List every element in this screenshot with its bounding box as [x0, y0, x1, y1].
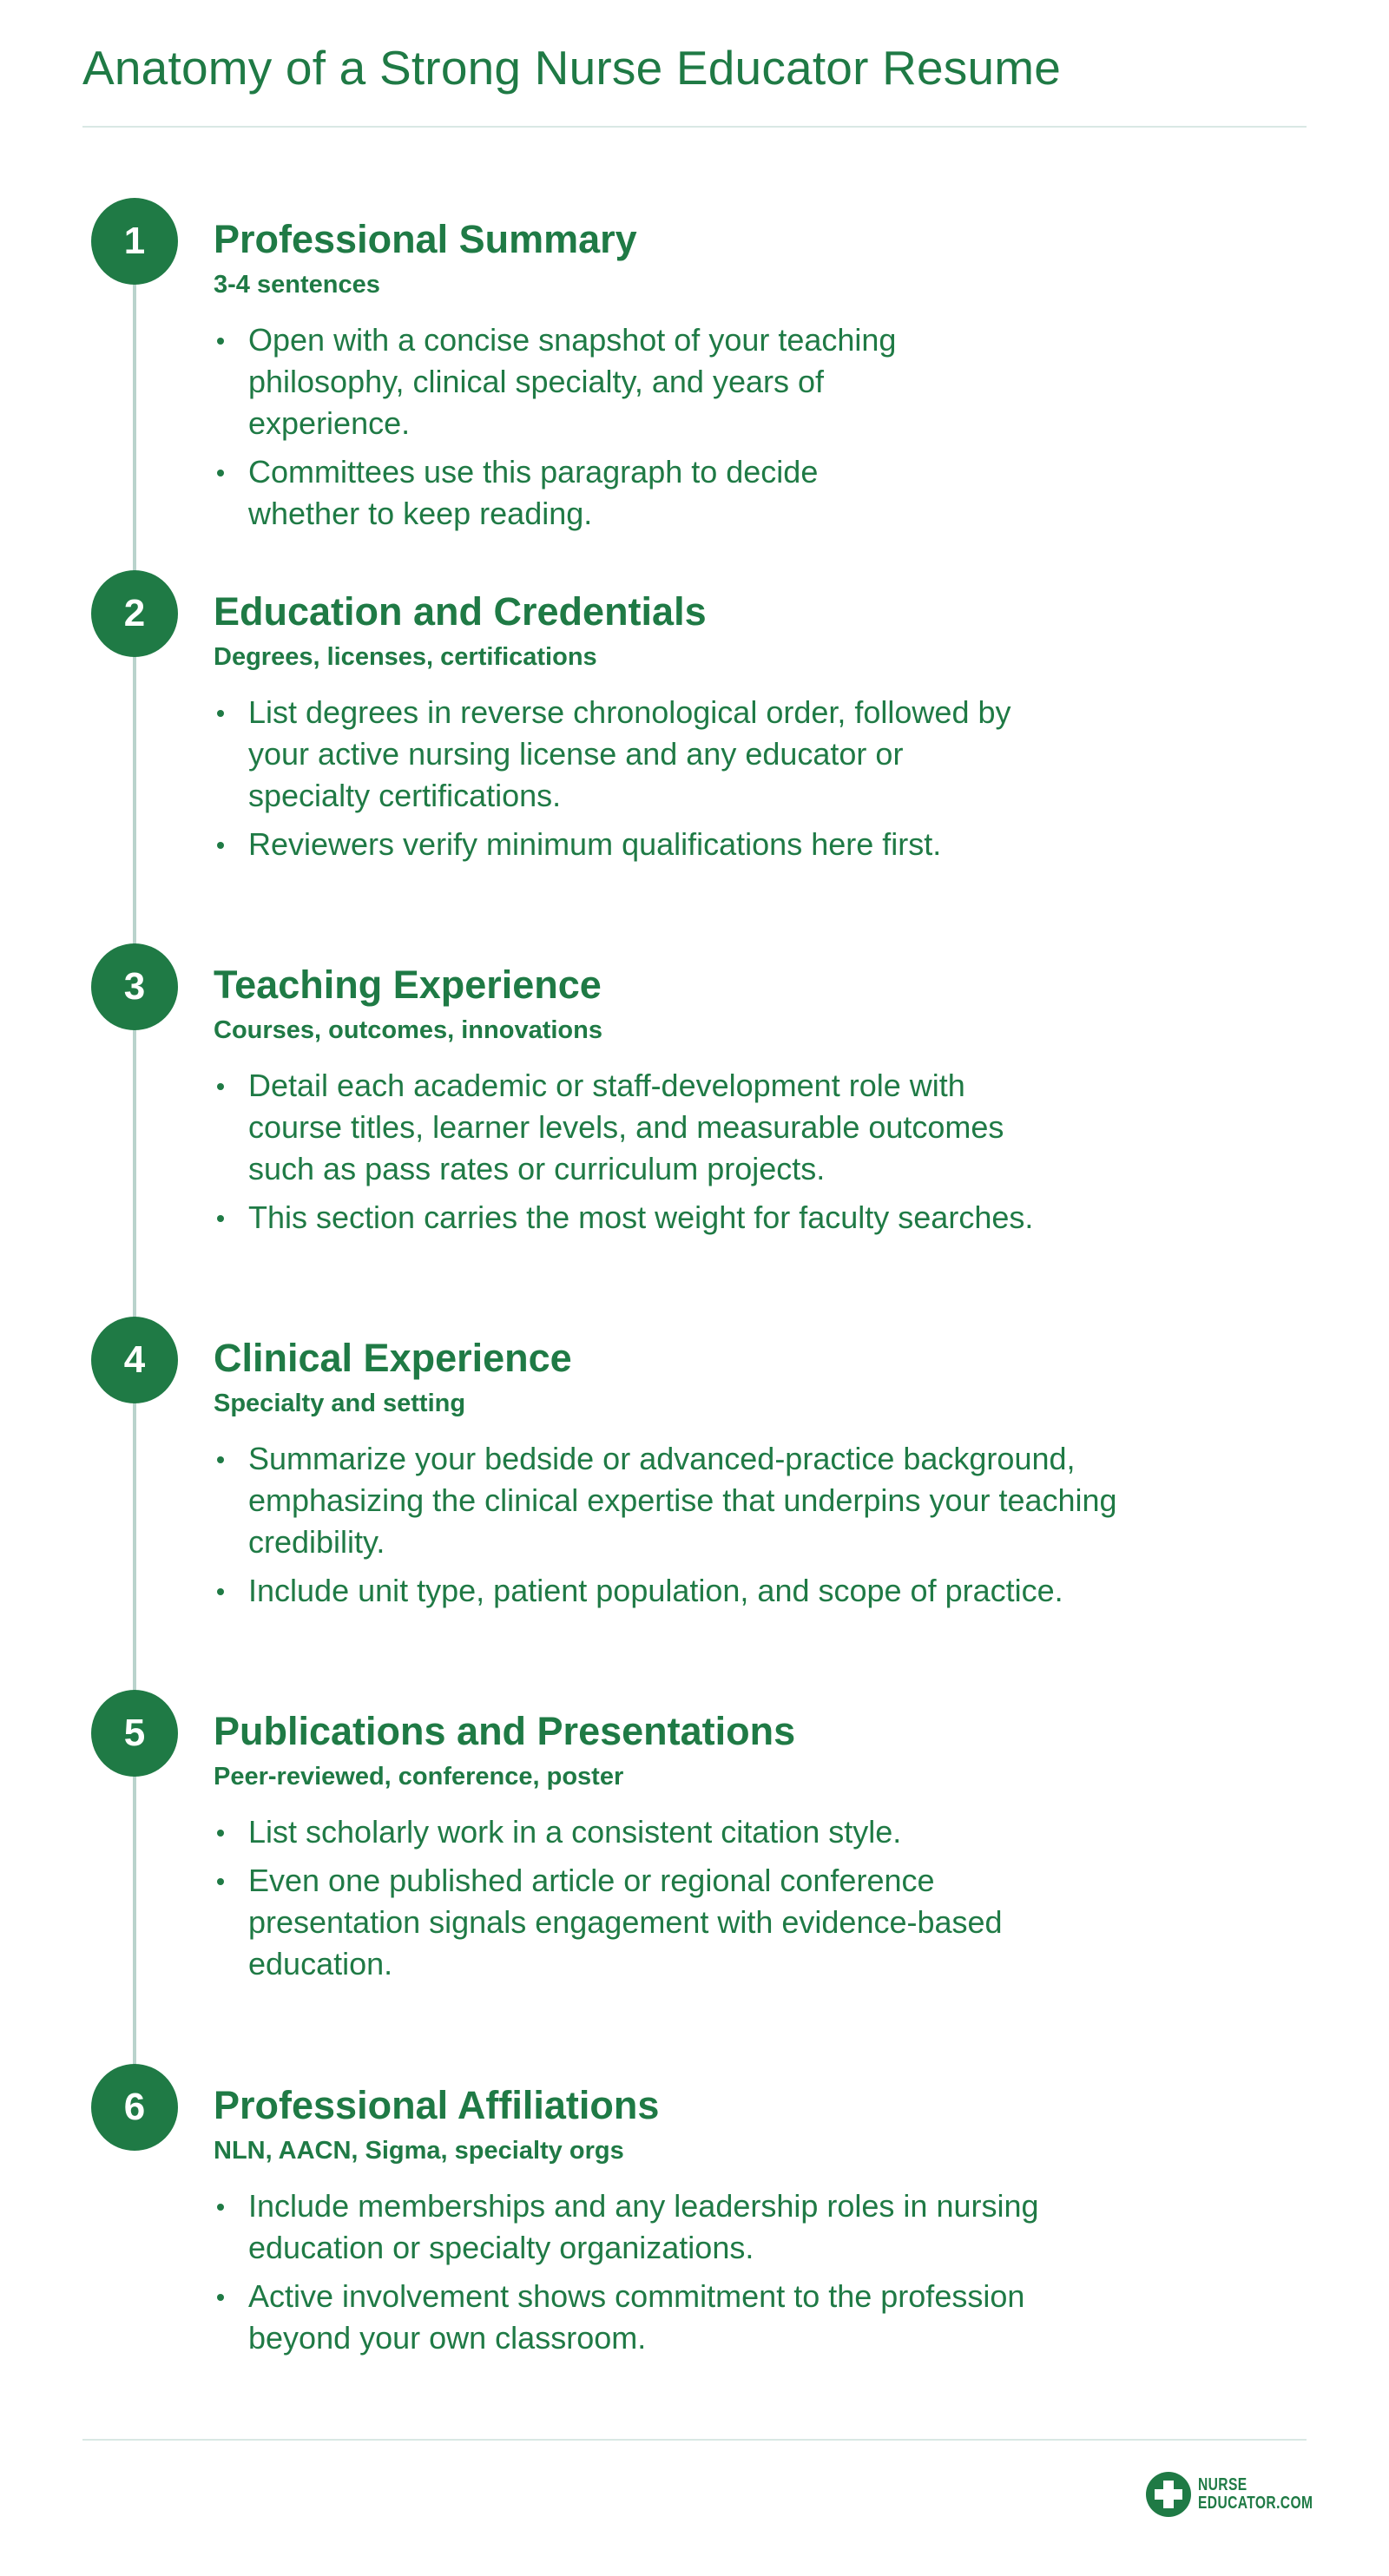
bullet-item: List degrees in reverse chronological order, followed by your active nursing license and any educator or specialty certifications.	[214, 692, 1030, 817]
bullet-list	[214, 319, 925, 542]
bullet-list	[214, 1065, 1047, 1245]
bullet-list	[214, 692, 1030, 872]
bullet-item: Include unit type, patient population, and scope of practice.	[214, 1570, 1134, 1612]
bullet-list	[214, 2185, 1082, 2366]
section-subtitle: Peer-reviewed, conference, poster	[214, 1763, 624, 1791]
bullet-item: Even one published article or regional conference presentation signals engagement with evidence-based education.	[214, 1860, 1047, 1985]
section-subtitle: NLN, AACN, Sigma, specialty orgs	[214, 2137, 624, 2165]
bullet-item: List scholarly work in a consistent citation style.	[214, 1811, 1047, 1853]
nurse-educator-logo	[1146, 2468, 1346, 2520]
step-number-badge: 4	[91, 1317, 178, 1403]
bullet-item: Summarize your bedside or advanced-practice background, emphasizing the clinical expertise that underpins your teaching credibility.	[214, 1438, 1134, 1563]
section-subtitle: Courses, outcomes, innovations	[214, 1016, 602, 1044]
section-title: Professional Summary	[214, 217, 637, 261]
logo-wordmark	[1198, 2476, 1313, 2513]
section-title: Education and Credentials	[214, 589, 707, 634]
step-number-badge: 1	[91, 198, 178, 285]
section-title: Publications and Presentations	[214, 1709, 796, 1753]
section-title: Professional Affiliations	[214, 2083, 660, 2127]
section-subtitle: Degrees, licenses, certifications	[214, 643, 597, 671]
bullet-list	[214, 1438, 1134, 1619]
section-title: Clinical Experience	[214, 1336, 572, 1380]
bullet-item: Committees use this paragraph to decide whether to keep reading.	[214, 451, 925, 535]
logo-line-1: NURSE	[1198, 2475, 1247, 2494]
header-divider	[82, 126, 1307, 128]
logo-line-2: EDUCATOR.COM	[1198, 2494, 1313, 2513]
medical-cross-icon	[1146, 2472, 1191, 2517]
bullet-list	[214, 1811, 1047, 1992]
bullet-item: Open with a concise snapshot of your teaching philosophy, clinical specialty, and years of experience.	[214, 319, 925, 444]
page-title: Anatomy of a Strong Nurse Educator Resume	[82, 41, 1062, 95]
section-title: Teaching Experience	[214, 963, 602, 1007]
bullet-item: This section carries the most weight for faculty searches.	[214, 1197, 1047, 1239]
timeline-line	[133, 241, 136, 2099]
bullet-item: Include memberships and any leadership roles in nursing education or specialty organizations.	[214, 2185, 1082, 2269]
step-number-badge: 5	[91, 1690, 178, 1777]
section-subtitle: Specialty and setting	[214, 1390, 466, 1417]
bullet-item: Detail each academic or staff-development role with course titles, learner levels, and measurable outcomes such as pass rates or curriculum projects.	[214, 1065, 1047, 1190]
section-subtitle: 3-4 sentences	[214, 271, 380, 299]
step-number-badge: 2	[91, 570, 178, 657]
bullet-item: Active involvement shows commitment to the profession beyond your own classroom.	[214, 2276, 1082, 2359]
bullet-item: Reviewers verify minimum qualifications here first.	[214, 824, 1030, 865]
footer-divider	[82, 2439, 1307, 2441]
step-number-badge: 6	[91, 2064, 178, 2151]
step-number-badge: 3	[91, 943, 178, 1030]
